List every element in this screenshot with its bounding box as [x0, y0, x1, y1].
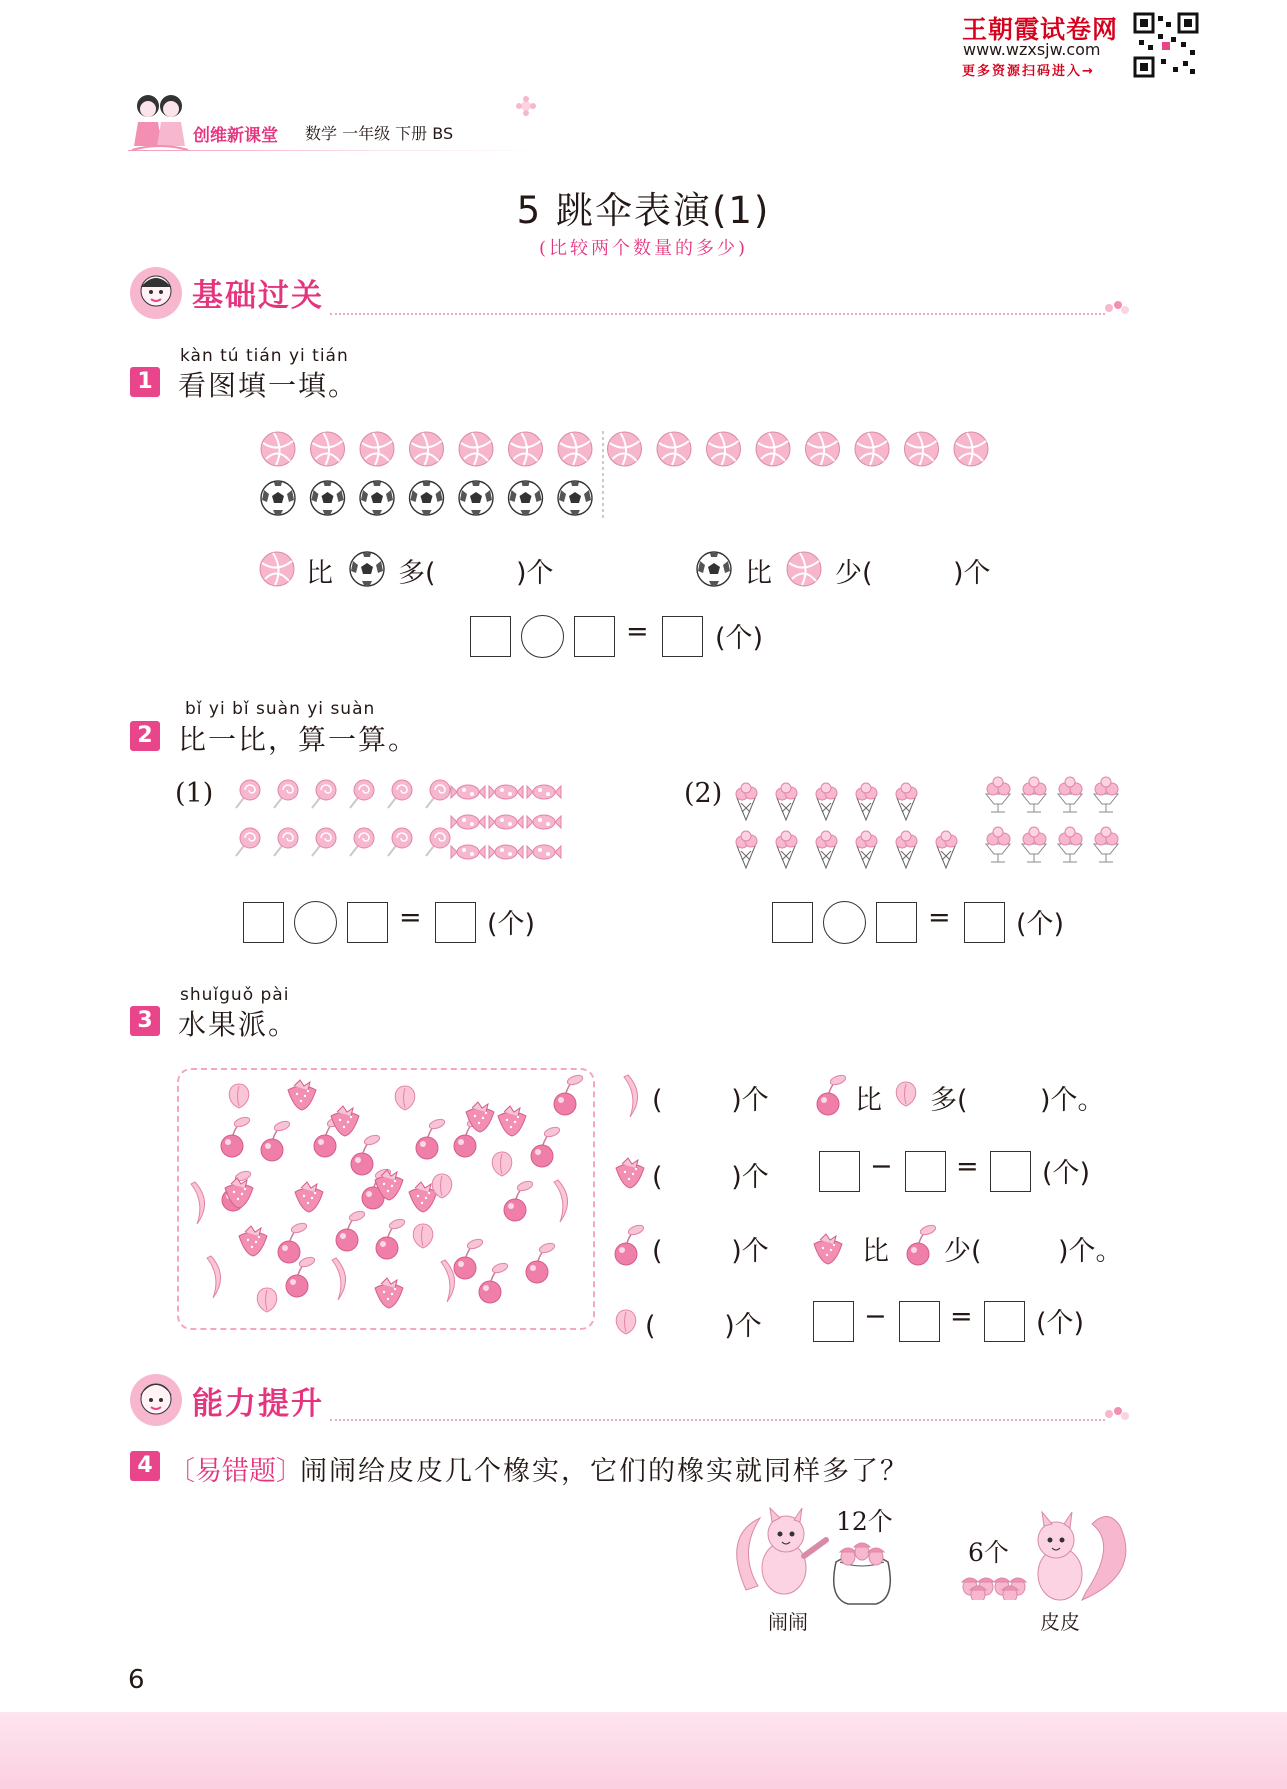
ball-item: [311, 432, 345, 466]
q2-p1-operator-circle[interactable]: [294, 901, 337, 944]
ice-cream-cone-item: [856, 831, 877, 868]
sundae-item: [1094, 777, 1118, 812]
q2-pinyin: bǐ yi bǐ suàn yi suàn: [185, 699, 376, 719]
sundae-item: [986, 827, 1010, 862]
squirrel-pipi-icon: [1012, 1504, 1132, 1608]
q3-r2-unit: (个): [1042, 1158, 1091, 1189]
section-divider-2: [330, 1419, 1105, 1421]
ice-cream-cone-item: [776, 831, 797, 868]
soccer-ball-item: [558, 481, 592, 515]
lollipop-item: [350, 828, 374, 856]
soccer-ball-icon: [348, 550, 386, 588]
ice-cream-cone-item: [936, 831, 957, 868]
ball-item: [657, 432, 691, 466]
ice-cream-cone-item: [816, 783, 837, 820]
q2-number: 2: [130, 721, 160, 751]
q3-more-label: 多(: [930, 1085, 968, 1116]
candy-item: [527, 845, 561, 859]
q2-p1-equals: =: [399, 902, 422, 933]
q4-left-count: 12个: [836, 1507, 893, 1536]
watermark-subtitle: 更多资源扫码进入→: [962, 64, 1095, 79]
soccer-ball-icon: [695, 550, 733, 588]
q3-text: 水果派。: [178, 1008, 299, 1041]
q2-text: 比一比，算一算。: [178, 723, 419, 756]
q1-less-label: 少(: [835, 558, 873, 589]
q3-bi-label-2: 比: [862, 1236, 889, 1267]
q4-right-count: 6个: [968, 1538, 1009, 1567]
ball-icon: [785, 550, 823, 588]
brand-name: 创维新课堂: [193, 126, 278, 146]
q3-r2-box-2[interactable]: [905, 1151, 946, 1192]
lesson-title: 5 跳伞表演(1): [516, 189, 771, 232]
teacher-avatar-icon: [128, 265, 184, 321]
lollipop-item: [388, 780, 412, 808]
soccer-ball-item: [459, 481, 493, 515]
lollipop-item: [274, 828, 298, 856]
q1-bi-label: 比: [306, 558, 333, 589]
q3-less-label: 少(: [944, 1236, 982, 1267]
q1-number: 1: [130, 367, 160, 397]
peach-icon: [888, 1074, 924, 1114]
q3-r4-unit: (个): [1036, 1308, 1085, 1339]
flower-decoration-icon: [515, 95, 537, 117]
q2-p2-box-1[interactable]: [772, 902, 813, 943]
cherry-icon: [812, 1070, 852, 1120]
soccer-ball-item: [410, 481, 444, 515]
q3-bi-label: 比: [855, 1085, 882, 1116]
ball-item: [360, 432, 394, 466]
q1-ge-label-2: )个: [953, 558, 991, 589]
candy-item: [451, 815, 485, 829]
peach-icon: [608, 1302, 644, 1342]
ball-item: [608, 432, 642, 466]
candy-item: [489, 815, 523, 829]
ball-item: [459, 432, 493, 466]
q1-equals: =: [626, 616, 649, 647]
q2-part1-picture: [220, 772, 640, 868]
lollipop-item: [312, 780, 336, 808]
ice-cream-cone-item: [896, 831, 917, 868]
q3-peach-count: ( )个: [645, 1311, 762, 1342]
lollipop-item: [274, 780, 298, 808]
section-title-basic: 基础过关: [192, 278, 324, 314]
q3-r4-minus: −: [864, 1301, 887, 1332]
q1-answer-box-3[interactable]: [662, 616, 703, 657]
ice-cream-cone-item: [856, 783, 877, 820]
q2-p1-box-1[interactable]: [243, 902, 284, 943]
candy-item: [489, 845, 523, 859]
sundae-item: [1022, 827, 1046, 862]
candy-item: [451, 845, 485, 859]
ball-item: [261, 432, 295, 466]
lesson-subtitle: (比较两个数量的多少): [538, 238, 749, 259]
q2-part2-label: (2): [684, 778, 723, 809]
ice-cream-cone-item: [896, 783, 917, 820]
q1-ge-label: )个: [516, 558, 554, 589]
q2-p2-box-2[interactable]: [876, 902, 917, 943]
q3-r2-minus: −: [870, 1151, 893, 1182]
ball-icon: [258, 550, 296, 588]
soccer-ball-item: [261, 481, 295, 515]
candy-item: [527, 785, 561, 799]
q1-unit: (个): [715, 623, 764, 654]
ice-cream-cone-item: [776, 783, 797, 820]
lollipop-item: [350, 780, 374, 808]
ball-item: [509, 432, 543, 466]
q3-banana-count: ( )个: [652, 1085, 769, 1116]
header-divider: [128, 150, 548, 151]
watermark-title: 王朝霞试卷网: [962, 15, 1119, 44]
sundae-item: [1022, 777, 1046, 812]
qr-code-icon[interactable]: [1133, 12, 1199, 78]
q3-r2-equals: =: [956, 1151, 979, 1182]
q2-p2-unit: (个): [1016, 909, 1065, 940]
q2-p2-equals: =: [928, 902, 951, 933]
ball-item: [905, 432, 939, 466]
cherry-icon: [608, 1218, 648, 1270]
strawberry-icon: [608, 1152, 652, 1192]
q3-ge-end-2: )个。: [1058, 1236, 1123, 1267]
sundae-item: [986, 777, 1010, 812]
sundae-item: [1058, 777, 1082, 812]
soccer-ball-item: [360, 481, 394, 515]
q1-pinyin: kàn tú tián yi tián: [180, 346, 349, 366]
lollipop-item: [236, 780, 260, 808]
soccer-ball-item: [509, 481, 543, 515]
section-title-advanced: 能力提升: [192, 1386, 324, 1422]
ice-cream-cone-item: [816, 831, 837, 868]
lollipop-item: [426, 780, 450, 808]
candy-item: [489, 785, 523, 799]
ball-item: [558, 432, 592, 466]
q4-text: 闹闹给皮皮几个橡实，它们的橡实就同样多了？: [300, 1456, 909, 1487]
q3-number: 3: [130, 1006, 160, 1036]
q3-r4-equals: =: [950, 1301, 973, 1332]
ball-item: [855, 432, 889, 466]
ball-item: [806, 432, 840, 466]
q1-answer-box-2[interactable]: [574, 616, 615, 657]
strawberry-icon: [806, 1228, 850, 1268]
ball-item: [954, 432, 988, 466]
q3-r4-box-2[interactable]: [899, 1301, 940, 1342]
q2-p1-box-3[interactable]: [435, 902, 476, 943]
lollipop-item: [236, 828, 260, 856]
q4-number: 4: [130, 1451, 160, 1481]
q4-left-name: 闹闹: [768, 1610, 808, 1634]
candy-item: [451, 785, 485, 799]
section-divider: [330, 313, 1105, 315]
q1-picture: [250, 425, 1010, 525]
q3-r4-box-3[interactable]: [984, 1301, 1025, 1342]
dots-decoration-icon: [1104, 1406, 1130, 1422]
q3-ge-end: )个。: [1040, 1085, 1105, 1116]
q2-part1-label: (1): [175, 778, 214, 809]
page-number: 6: [128, 1665, 145, 1695]
q1-operator-circle[interactable]: [521, 615, 564, 658]
q2-part2-picture: [726, 772, 1136, 882]
girl-avatar-icon: [128, 1372, 184, 1428]
q2-p1-unit: (个): [487, 909, 536, 940]
q2-p1-box-2[interactable]: [347, 902, 388, 943]
book-info: 数学 一年级 下册 BS: [305, 124, 454, 143]
ice-cream-cone-item: [736, 783, 757, 820]
soccer-ball-item: [311, 481, 345, 515]
sundae-item: [1094, 827, 1118, 862]
dots-decoration-icon: [1104, 300, 1130, 316]
acorn-bag-icon: [826, 1540, 898, 1608]
q1-answer-box-1[interactable]: [470, 616, 511, 657]
q3-pinyin: shuǐguǒ pài: [180, 985, 290, 1005]
candy-item: [527, 815, 561, 829]
ball-item: [707, 432, 741, 466]
kids-logo-icon: [128, 88, 192, 156]
q3-r2-box-3[interactable]: [990, 1151, 1031, 1192]
ice-cream-cone-item: [736, 831, 757, 868]
lollipop-item: [388, 828, 412, 856]
q4-right-name: 皮皮: [1040, 1610, 1080, 1634]
q1-text: 看图填一填。: [178, 369, 359, 402]
q2-p2-operator-circle[interactable]: [823, 901, 866, 944]
q1-bi-label-2: 比: [745, 558, 772, 589]
sundae-item: [1058, 827, 1082, 862]
footer-band: [0, 1712, 1287, 1789]
lollipop-item: [312, 828, 336, 856]
q2-p2-box-3[interactable]: [964, 902, 1005, 943]
q3-r4-box-1[interactable]: [813, 1301, 854, 1342]
q1-more-label: 多(: [398, 558, 436, 589]
q3-r2-box-1[interactable]: [819, 1151, 860, 1192]
fruit-pie-picture: [177, 1068, 591, 1326]
watermark-url[interactable]: www.wzxsjw.com: [963, 40, 1101, 59]
q3-strawberry-count: ( )个: [652, 1162, 769, 1193]
squirrel-naonao-icon: [728, 1496, 838, 1606]
ball-item: [410, 432, 444, 466]
ball-item: [756, 432, 790, 466]
q4-tag: 〔易错题〕: [168, 1456, 303, 1487]
cherry-icon: [900, 1218, 940, 1270]
lollipop-item: [426, 828, 450, 856]
banana-icon: [612, 1070, 652, 1120]
q3-cherry-count: ( )个: [652, 1236, 769, 1267]
